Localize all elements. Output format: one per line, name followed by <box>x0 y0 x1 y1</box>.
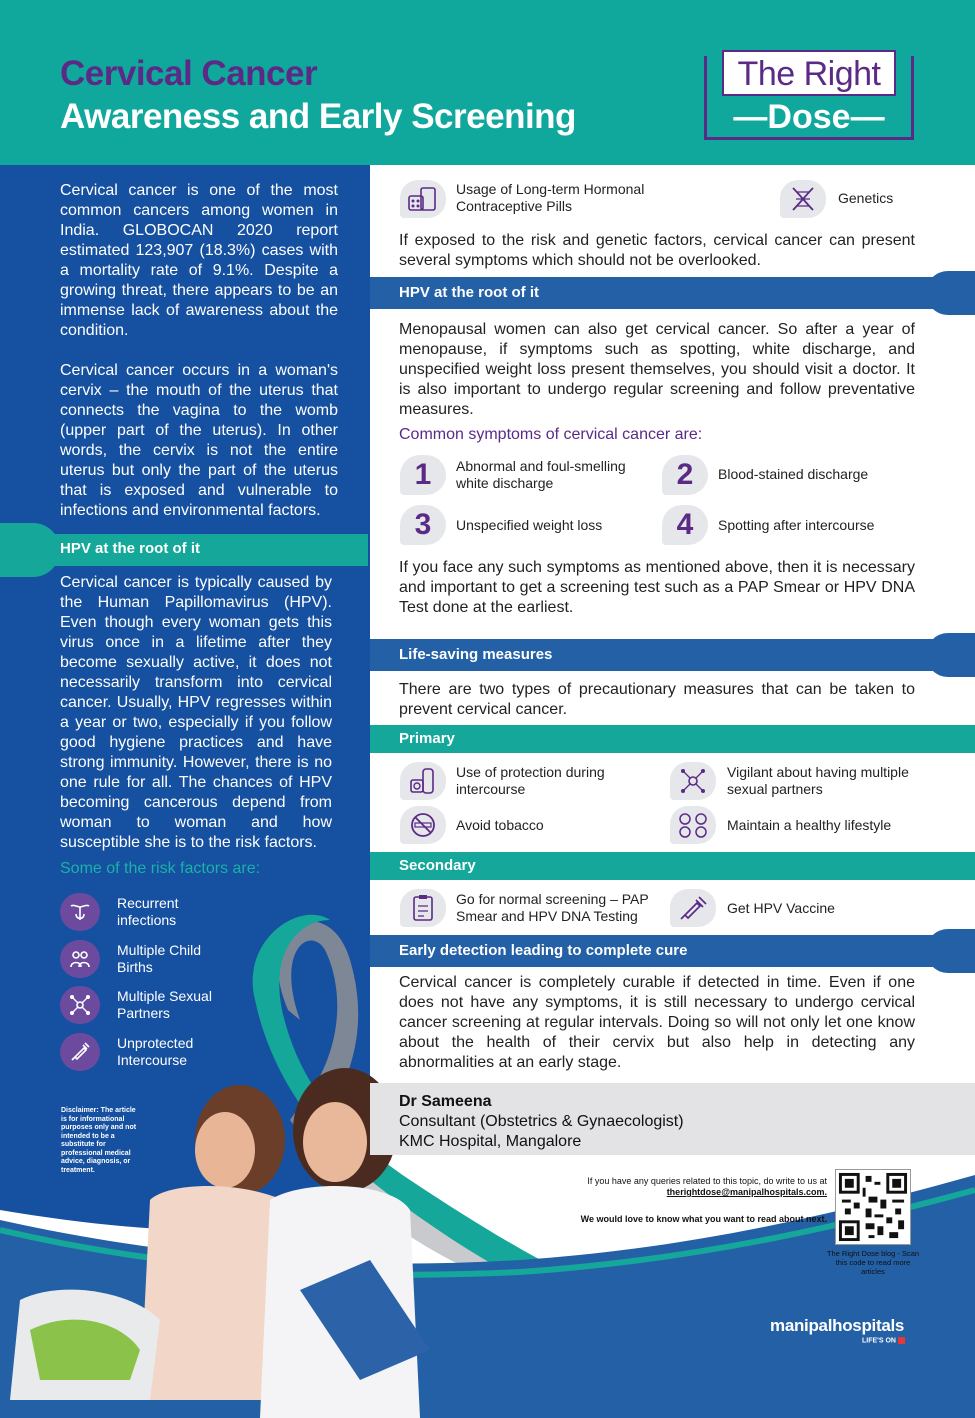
tagline-text: LIFE'S ON <box>862 1337 896 1345</box>
lifestyle-icon <box>670 806 716 844</box>
query-email-link[interactable]: therightdose@manipalhospitals.com. <box>666 1187 827 1197</box>
section-tab-hpv-left <box>0 523 60 577</box>
uterus-icon <box>60 893 100 931</box>
primary-tobacco-label: Avoid tobacco <box>456 817 544 833</box>
logo-text-bottom: —Dose— <box>733 98 885 136</box>
symptoms-title: Common symptoms of cervical cancer are: <box>399 426 703 443</box>
hpv-paragraph: Cervical cancer is typically caused by the Human Papillomavirus (HPV). Even though every woman gets this virus once in a lifetime after they become sexually active, it does not necessarily transform into cervical cancer. Usually, HPV regresses within a year or two, especially if you follow good hygiene practices and have strong immunity. However, there is no one rule for all. The chances of HPV becoming cancerous depend from woman to woman and how susceptible she is to the risk factors. <box>60 574 332 851</box>
risk-genetics-label: Genetics <box>838 190 894 206</box>
label-line2: sexual partners <box>727 781 823 797</box>
risk-item-infections <box>60 893 310 933</box>
symptom-3-label: Unspecified weight loss <box>456 517 603 533</box>
label-line2: white discharge <box>456 475 554 491</box>
disclaimer: Disclaimer: The article is for informational purposes only and not intended to be a substitute for professional medical advice, diagnosis, or treatment. <box>61 1107 137 1174</box>
section-bar-hpv-right: HPV at the root of it <box>370 277 975 309</box>
doctor-name: Dr Sameena <box>399 1093 492 1110</box>
section-tab-life-saving <box>926 633 975 677</box>
section-bar-primary: Primary <box>370 725 975 753</box>
symptom-number-2: 2 <box>662 455 708 495</box>
life-saving-paragraph: There are two types of precautionary measures that can be taken to prevent cervical cancer. <box>399 681 915 718</box>
label-line1: Abnormal and foul-smelling <box>456 458 626 474</box>
intro-paragraph-1: Cervical cancer is one of the most common cancers among women in India. GLOBOCAN 2020 report estimated 123,907 (18.3%) cases with a mortality rate of 9.1%. Despite a growing threat, there appears to be an immense lack of awareness about the condition. <box>60 182 338 339</box>
brand-tagline <box>862 1337 905 1344</box>
label-line2: intercourse <box>456 781 526 797</box>
section-bar-secondary: Secondary <box>370 852 975 880</box>
label-line1: Go for normal screening – PAP <box>456 891 649 907</box>
qr-code[interactable] <box>835 1169 911 1245</box>
risk-item-unprotected <box>60 1033 310 1073</box>
risk-label-line1: Multiple Sexual <box>117 988 212 1004</box>
symptom-4-label: Spotting after intercourse <box>718 517 875 533</box>
query-note-2: We would love to know what you want to read about next. <box>580 1214 827 1224</box>
label-line2: Contraceptive Pills <box>456 198 572 214</box>
risk-item-partners <box>60 986 310 1026</box>
page-subtitle: Awareness and Early Screening <box>60 97 576 136</box>
intro-paragraph-2: Cervical cancer occurs in a woman's cervix – the mouth of the uterus that connects the vagina to the womb (upper part of the uterus). In other words, the cervix is not the entire uterus but only the part of the uterus that is exposed and vulnerable to infections and environmental factors. <box>60 362 338 519</box>
risk-label-line1: Multiple Child <box>117 942 202 958</box>
brand-logo-text: manipalhospitals <box>770 1316 905 1335</box>
no-smoking-icon <box>400 806 446 844</box>
symptom-2-label: Blood-stained discharge <box>718 466 869 482</box>
syringe-icon <box>60 1033 100 1071</box>
doctor-hospital: KMC Hospital, Mangalore <box>399 1133 582 1150</box>
secondary-screening-label <box>456 891 649 925</box>
primary-protection-label <box>456 764 605 798</box>
risk-label-line1: Unprotected <box>117 1035 194 1051</box>
query-note <box>580 1176 827 1198</box>
risk-label-line2: Births <box>117 959 153 975</box>
section-tab-early-detection <box>926 929 975 973</box>
risk-factors-title: Some of the risk factors are: <box>60 860 261 877</box>
section-bar-early-detection: Early detection leading to complete cure <box>370 935 975 967</box>
exposed-paragraph: If exposed to the risk and genetic factors, cervical cancer can present several symptoms which should not be overlooked. <box>399 232 915 269</box>
risk-item-child-births <box>60 940 310 980</box>
symptom-number-3: 3 <box>400 505 446 545</box>
early-detection-paragraph: Cervical cancer is completely curable if detected in time. Even if one does not have any symptoms, it is still necessary to undergo cervical cancer screening at regular intervals. Doing so will not only let one know about the health of their cervix but also help in detecting any abnormalities at an early stage. <box>399 974 915 1071</box>
risk-label-line1: Recurrent <box>117 895 179 911</box>
section-tab-hpv-right <box>926 271 975 315</box>
protection-icon <box>400 762 446 800</box>
logo-text-top: The Right <box>722 50 896 96</box>
qr-caption: The Right Dose blog - Scan this code to read more articles <box>826 1249 920 1276</box>
primary-vigilant-label <box>727 764 909 798</box>
clipboard-icon <box>400 889 446 927</box>
risk-label-line2: Intercourse <box>117 1052 188 1068</box>
pills-icon <box>400 180 446 218</box>
symptom-1-label <box>456 458 626 492</box>
label-line1: Use of protection during <box>456 764 605 780</box>
doctor-title: Consultant (Obstetrics & Gynaecologist) <box>399 1113 684 1130</box>
syringe-icon <box>670 889 716 927</box>
secondary-vaccine-label: Get HPV Vaccine <box>727 900 835 916</box>
label-line1: Usage of Long-term Hormonal <box>456 181 645 197</box>
network-icon <box>670 762 716 800</box>
page-title: Cervical Cancer <box>60 54 318 93</box>
symptom-number-1: 1 <box>400 455 446 495</box>
plus-icon <box>898 1337 905 1344</box>
label-line2: Smear and HPV DNA Testing <box>456 908 638 924</box>
children-icon <box>60 940 100 978</box>
menopause-paragraph: Menopausal women can also get cervical cancer. So after a year of menopause, if symptoms such as spotting, white discharge, and unspecified weight loss present themselves, you should visit a doctor. It is also important to undergo regular screening and follow preventative measures. <box>399 321 915 418</box>
risk-label-line2: Partners <box>117 1005 170 1021</box>
risk-label-line2: infections <box>117 912 177 928</box>
primary-lifestyle-label: Maintain a healthy lifestyle <box>727 817 892 833</box>
symptom-number-4: 4 <box>662 505 708 545</box>
dna-icon <box>780 180 826 218</box>
risk-pills-label <box>456 181 644 215</box>
query-text: If you have any queries related to this topic, do write to us at <box>587 1176 827 1186</box>
label-line1: Vigilant about having multiple <box>727 764 909 780</box>
network-icon <box>60 986 100 1024</box>
symptoms-paragraph: If you face any such symptoms as mentioned above, then it is necessary and important to get a screening test such as a PAP Smear or HPV DNA Test done at the earliest. <box>399 559 915 616</box>
section-bar-life-saving: Life-saving measures <box>370 639 975 671</box>
section-heading-hpv-left: HPV at the root of it <box>60 540 200 557</box>
